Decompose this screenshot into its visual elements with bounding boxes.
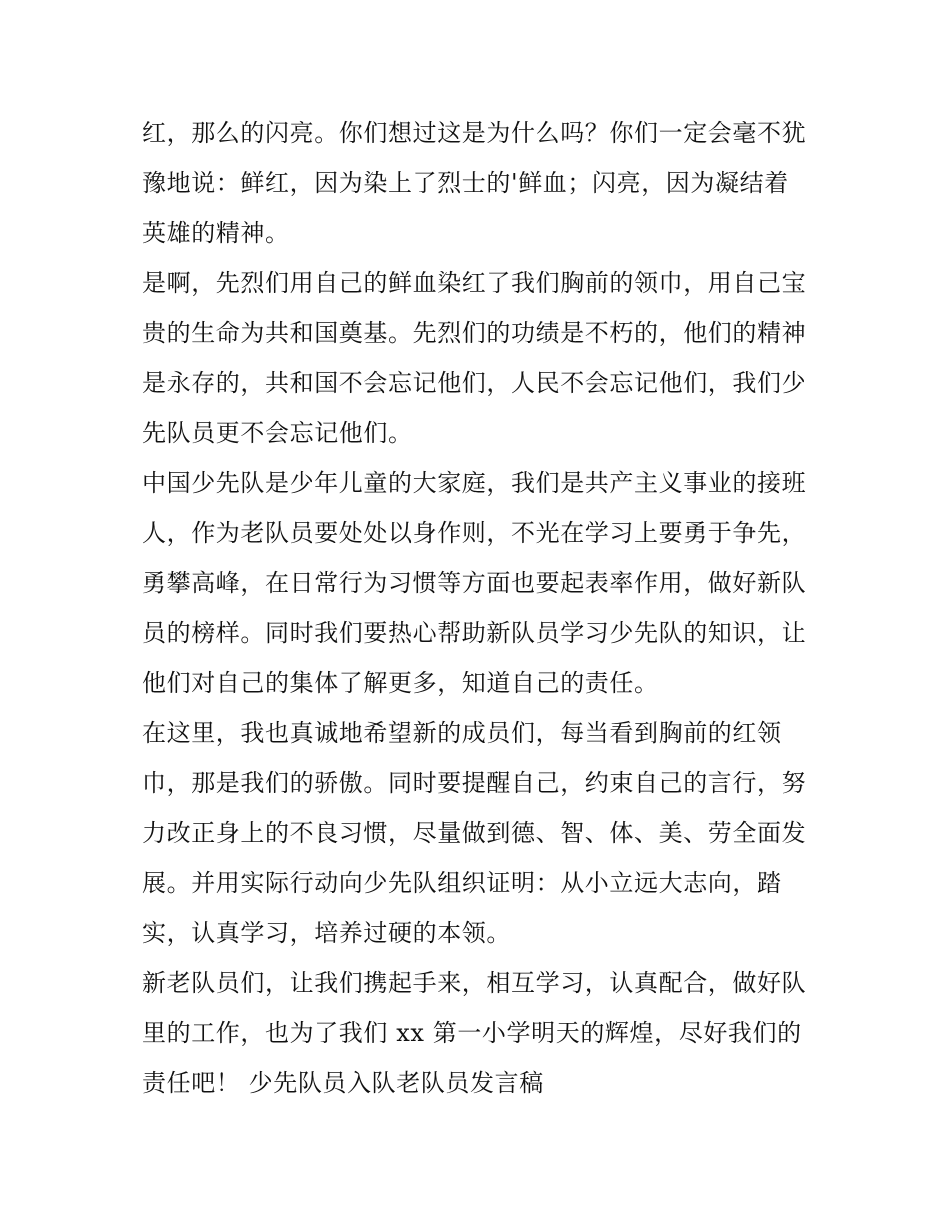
text-line: 中国少先队是少年儿童的大家庭，我们是共产主义事业的接班 (142, 469, 807, 497)
text-line: 里的工作，也为了我们 xx 第一小学明天的辉煌，尽好我们的 (142, 1019, 802, 1047)
text-line: 人，作为老队员要处处以身作则，不光在学习上要勇于争先， (142, 519, 807, 547)
text-line: 展。并用实际行动向少先队组织证明：从小立远大志向，踏 (142, 869, 782, 897)
text-line: 巾，那是我们的骄傲。同时要提醒自己，约束自己的言行，努 (142, 769, 807, 797)
text-line: 豫地说：鲜红，因为染上了烈士的'鲜血；闪亮，因为凝结着 (142, 169, 789, 197)
text-line: 是啊，先烈们用自己的鲜血染红了我们胸前的领巾，用自己宝 (142, 269, 807, 297)
text-line: 勇攀高峰，在日常行为习惯等方面也要起表率作用，做好新队 (142, 569, 807, 597)
text-line: 红，那么的闪亮。你们想过这是为什么吗？你们一定会毫不犹 (142, 119, 807, 147)
text-line: 是永存的，共和国不会忘记他们，人民不会忘记他们，我们少 (142, 369, 807, 397)
text-line: 责任吧！ 少先队员入队老队员发言稿 (142, 1069, 544, 1097)
text-line: 先队员更不会忘记他们。 (142, 419, 413, 447)
text-line: 实，认真学习，培养过硬的本领。 (142, 919, 511, 947)
text-line: 员的榜样。同时我们要热心帮助新队员学习少先队的知识，让 (142, 619, 807, 647)
text-line: 贵的生命为共和国奠基。先烈们的功绩是不朽的，他们的精神 (142, 319, 807, 347)
text-line: 在这里，我也真诚地希望新的成员们，每当看到胸前的红领 (142, 719, 782, 747)
text-line: 英雄的精神。 (142, 219, 290, 247)
text-line: 新老队员们，让我们携起手来，相互学习，认真配合，做好队 (142, 969, 807, 997)
text-line: 力改正身上的不良习惯，尽量做到德、智、体、美、劳全面发 (142, 819, 807, 847)
text-line: 他们对自己的集体了解更多，知道自己的责任。 (142, 669, 659, 697)
